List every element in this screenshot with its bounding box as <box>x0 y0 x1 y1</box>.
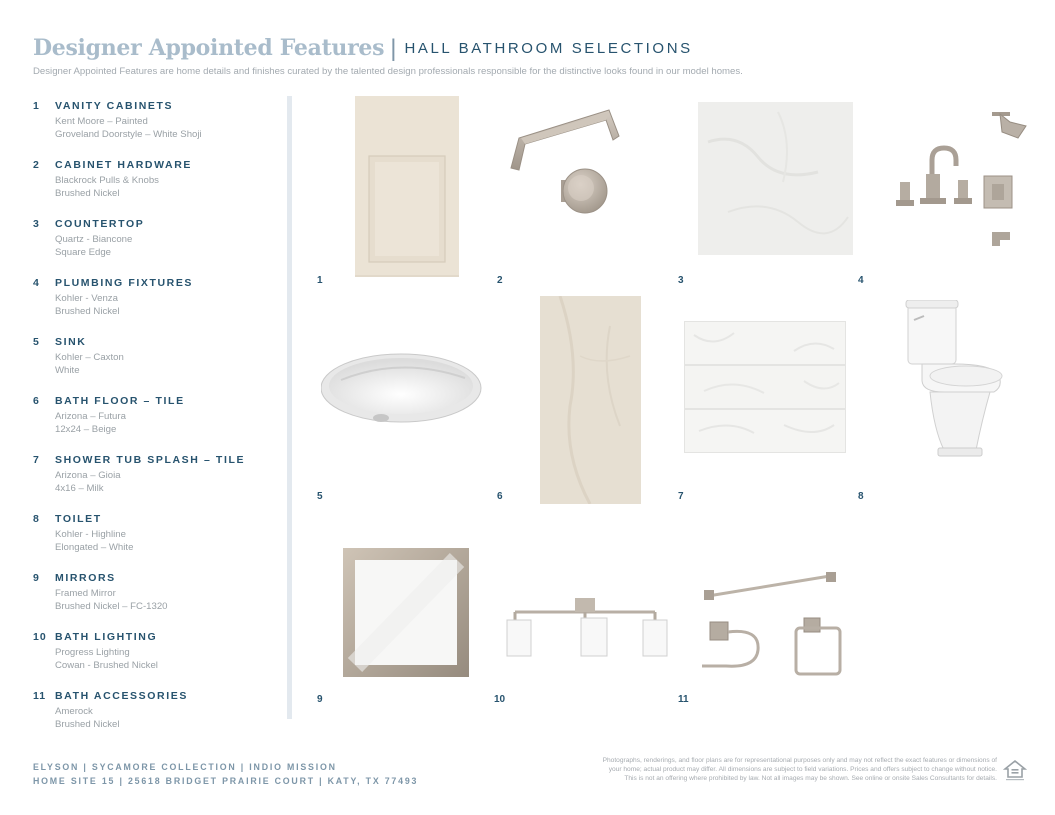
item-detail: 12x24 – Beige <box>55 424 117 435</box>
mirror-image <box>343 548 469 677</box>
item-name: COUNTERTOP <box>55 218 145 230</box>
item-detail: Progress Lighting <box>55 647 130 658</box>
column-divider <box>287 96 292 719</box>
item-number: 5 <box>33 336 40 348</box>
page-title: Designer Appointed Features <box>33 35 385 61</box>
page-header <box>33 34 693 62</box>
footer-address <box>33 760 418 788</box>
item-detail: Brushed Nickel <box>55 188 120 199</box>
disclaimer-line: Photographs, renderings, and floor plans are for representational purposes only and may not reflect the exact features or dimensions of <box>602 757 997 764</box>
item-detail: Blackrock Pulls & Knobs <box>55 175 159 186</box>
image-caption: 4 <box>858 275 864 286</box>
item-detail: Kohler - Venza <box>55 293 118 304</box>
toilet-image <box>904 300 1008 460</box>
item-detail: White <box>55 365 80 376</box>
item-name: MIRRORS <box>55 572 116 584</box>
bath-lighting-image <box>505 596 671 658</box>
item-detail: Kohler – Caxton <box>55 352 124 363</box>
image-caption: 3 <box>678 275 684 286</box>
image-caption: 1 <box>317 275 323 286</box>
item-number: 2 <box>33 159 40 171</box>
item-number: 11 <box>33 690 47 702</box>
sink-image <box>321 350 483 430</box>
item-detail: Quartz - Biancone <box>55 234 133 245</box>
item-name: SHOWER TUB SPLASH – TILE <box>55 454 246 466</box>
footer-community: ELYSON | SYCAMORE COLLECTION | INDIO MISSION <box>33 762 337 772</box>
item-number: 10 <box>33 631 47 643</box>
disclaimer-line: your home; actual product may differ. All dimensions are subject to field variations. Prices and offers subject to change without notice. <box>608 766 997 773</box>
title-separator: | <box>390 35 397 62</box>
image-caption: 9 <box>317 694 323 705</box>
item-detail: Brushed Nickel – FC-1320 <box>55 601 168 612</box>
plumbing-fixtures-image <box>892 104 1028 254</box>
item-detail: Amerock <box>55 706 93 717</box>
item-detail: Arizona – Gioia <box>55 470 121 481</box>
item-number: 3 <box>33 218 40 230</box>
shower-tile-image <box>684 321 846 453</box>
item-detail: Square Edge <box>55 247 112 258</box>
bath-accessories-image <box>698 572 844 680</box>
item-name: PLUMBING FIXTURES <box>55 277 194 289</box>
item-name: CABINET HARDWARE <box>55 159 193 171</box>
item-detail: Framed Mirror <box>55 588 116 599</box>
item-detail: Kent Moore – Painted <box>55 116 148 127</box>
item-detail: Elongated – White <box>55 542 134 553</box>
item-number: 8 <box>33 513 40 525</box>
equal-housing-opportunity-icon <box>1003 758 1027 782</box>
item-detail: 4x16 – Milk <box>55 483 104 494</box>
item-name: TOILET <box>55 513 102 525</box>
vanity-cabinet-image <box>355 96 459 277</box>
item-name: SINK <box>55 336 87 348</box>
item-detail: Cowan - Brushed Nickel <box>55 660 158 671</box>
item-detail: Brushed Nickel <box>55 719 120 730</box>
image-caption: 8 <box>858 491 864 502</box>
item-number: 1 <box>33 100 40 112</box>
item-number: 4 <box>33 277 40 289</box>
countertop-image <box>698 102 853 255</box>
image-caption: 2 <box>497 275 503 286</box>
cabinet-hardware-image <box>505 106 635 226</box>
item-number: 6 <box>33 395 40 407</box>
page-subtitle: Designer Appointed Features are home details and finishes curated by the talented design professionals responsible for the distinctive looks found in our model homes. <box>33 66 743 77</box>
disclaimer-line: This is not an offering where prohibited by law. Not all images may be shown. See online or onsite Sales Consultants for details. <box>624 775 997 782</box>
floor-tile-image <box>540 296 641 504</box>
item-number: 7 <box>33 454 40 466</box>
footer-disclaimer <box>527 756 997 783</box>
item-name: VANITY CABINETS <box>55 100 174 112</box>
image-caption: 7 <box>678 491 684 502</box>
item-detail: Arizona – Futura <box>55 411 126 422</box>
image-caption: 5 <box>317 491 323 502</box>
section-title: HALL BATHROOM SELECTIONS <box>404 40 693 57</box>
item-detail: Brushed Nickel <box>55 306 120 317</box>
item-name: BATH ACCESSORIES <box>55 690 188 702</box>
item-name: BATH LIGHTING <box>55 631 158 643</box>
image-caption: 6 <box>497 491 503 502</box>
item-number: 9 <box>33 572 40 584</box>
item-detail: Kohler - Highline <box>55 529 126 540</box>
image-caption: 11 <box>678 694 689 705</box>
item-name: BATH FLOOR – TILE <box>55 395 185 407</box>
footer-homesite: HOME SITE 15 | 25618 BRIDGET PRAIRIE COURT | KATY, TX 77493 <box>33 776 419 786</box>
image-caption: 10 <box>494 694 506 705</box>
item-detail: Groveland Doorstyle – White Shoji <box>55 129 202 140</box>
